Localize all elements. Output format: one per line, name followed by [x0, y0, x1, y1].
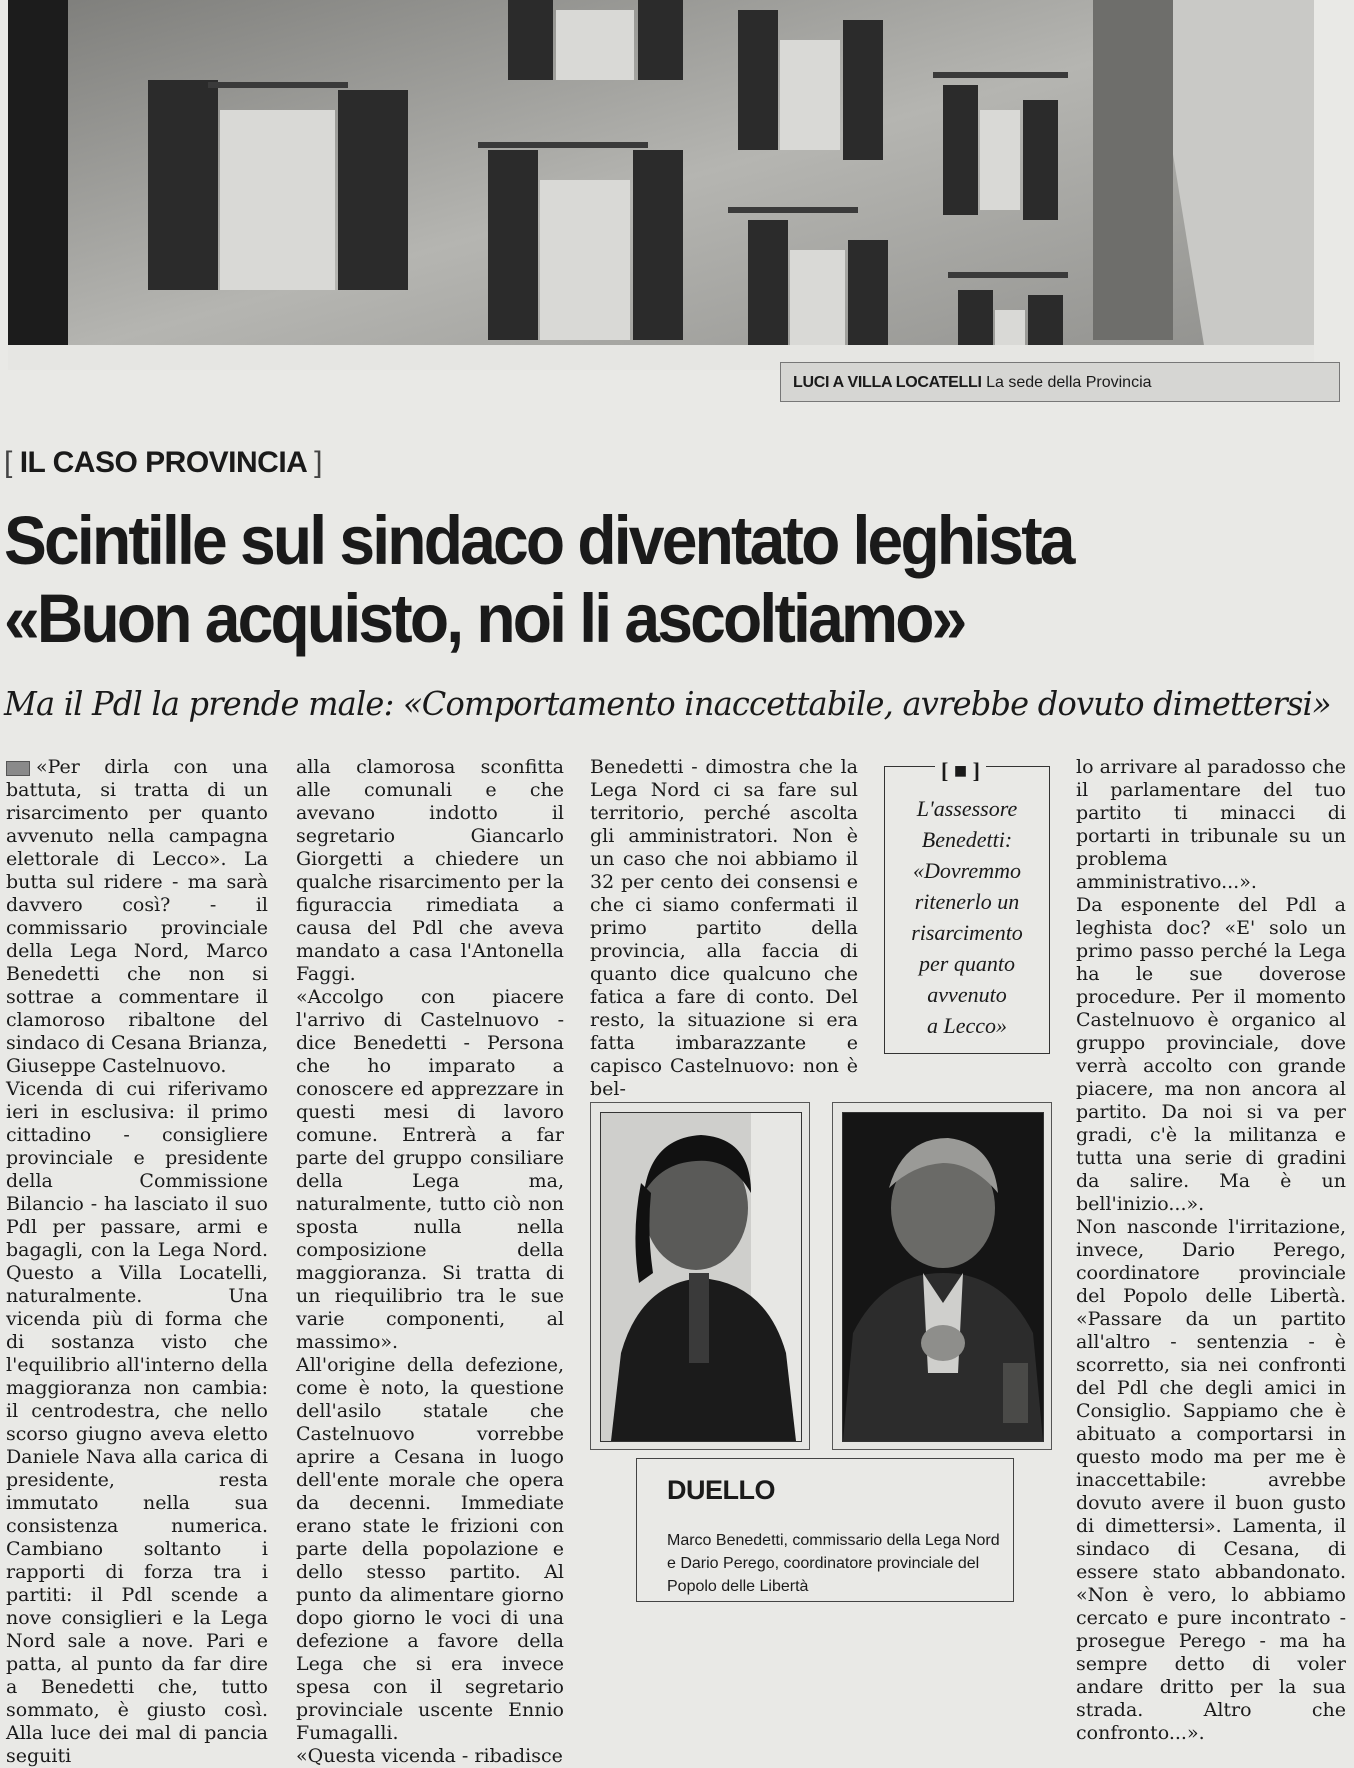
paragraph: Vicenda di cui riferivamo ieri in esclusiva: il primo cittadino - consigliere provinciale e presidente della Commissione Bilancio - ha lasciato il suo Pdl per passare, armi e bagagli, con la Lega Nord. Questo a Villa Locatelli, naturalmente. Una vicenda più di forma che di sostanza visto che l'equilibrio all'interno della maggioranza non cambia: il centrodestra, che nello scorso giugno aveva eletto Daniele Nava alla carica di presidente, resta immutato nella sua consistenza numerica. Cambiano soltanto i rapporti di forza tra i partiti: il Pdl scende a nove consiglieri e la Lega Nord sale a nove. Pari e patta, al punto da far dire a Benedetti che, tutto sommato, è giusto così. Alla luce dei mal di pancia seguiti	[6, 1078, 268, 1767]
paragraph	[6, 756, 268, 1078]
headline-line-2: «Buon acquisto, noi li ascoltiamo»	[4, 580, 965, 657]
section-bullet-icon	[6, 761, 30, 776]
paragraph-text: «Per dirla con una battuta, si tratta di un risarcimento per quanto avvenuto nella campagna elettorale di Lecco». La butta sul ridere - ma sarà davvero così? - il commissario provinciale della Lega Nord, Marco Benedetti che non si sottrae a commentare il clamoroso ribaltone del sindaco di Cesana Brianza, Giuseppe Castelnuovo.	[6, 756, 268, 1077]
duel-title: DUELLO	[667, 1475, 775, 1505]
paragraph: Da esponente del Pdl a leghista doc? «E' solo un primo passo perché la Lega ha le sue doverose procedure. Per il momento Castelnuovo è organico al gruppo provinciale, dove verrà accolto con grande piacere, ma non ancora al partito. Da noi si va per gradi, c'è la militanza e tutta una serie di gradini da salire. Ma è un bell'inizio...».	[1076, 894, 1346, 1215]
paragraph: All'origine della defezione, come è noto, la questione dell'asilo statale che Castelnuovo vorrebbe aprire a Cesana in luogo dell'ente morale che opera da decenni. Immediate erano state le frizioni con parte della popolazione e dello stesso partito. Al punto da alimentare giorno dopo giorno le voci di una defezione a favore della Lega che si era invece spesa con il segretario provinciale uscente Ennio Fumagalli.	[296, 1354, 564, 1744]
subheadline: Ma il Pdl la prende male: «Comportamento inaccettabile, avrebbe dovuto dimettersi»	[4, 684, 1331, 723]
duel-caption: Marco Benedetti, commissario della Lega Nord e Dario Perego, coordinatore provinciale del Popolo delle Libertà	[667, 1532, 1000, 1595]
headline	[4, 502, 1260, 658]
portrait-perego	[842, 1112, 1044, 1442]
pull-quote-line: Benedetti:	[921, 827, 1013, 852]
article-column-3	[590, 756, 858, 1101]
article-column-1	[6, 756, 268, 1768]
pull-quote-line: ritenerlo un	[914, 889, 1020, 914]
paragraph: lo arrivare al paradosso che il parlamentare del tuo partito ti minacci di portarti in tribunale su un problema amministrativo...».	[1076, 756, 1346, 893]
paragraph: «Accolgo con piacere l'arrivo di Castelnuovo - dice Benedetti - Persona che ho imparato a conoscere ed apprezzare in questi mesi di lavoro comune. Entrerà a far parte del gruppo consiliare della Lega ma, naturalmente, tutto ciò non sposta nulla nella composizione della maggioranza. Si tratta di un riequilibrio tra le sue varie componenti, al massimo».	[296, 986, 564, 1353]
pull-quote-line: «Dovremmo	[913, 858, 1021, 883]
pull-quote-line: per quanto	[919, 951, 1015, 976]
duel-caption-box	[636, 1458, 1014, 1602]
kicker-label: IL CASO PROVINCIA	[19, 446, 307, 479]
pull-quote-box	[884, 758, 1050, 1054]
portrait-benedetti	[600, 1112, 802, 1442]
pull-quote-line: a Lecco»	[926, 1013, 1008, 1038]
paragraph: Non nasconde l'irritazione, invece, Dario Perego, coordinatore provinciale del Popolo delle Libertà. «Passare da un partito all'altro - sentenzia - è scorretto, sia nei confronti del Pdl che degli amici in Consiglio. Sappiamo che è abituato a comportarsi in questo modo ma per me è inaccettabile: avrebbe dovuto avere il buon gusto di dimettersi». Lamenta, il sindaco di Cesana, di essere stato abbandonato. «Non è vero, lo abbiamo cercato e pure incontrato - prosegue Perego - ma ha sempre detto di voler andare dritto per la sua strada. Altro che confronto...».	[1076, 1216, 1346, 1744]
kicker-open-bracket: [	[4, 446, 12, 479]
section-kicker	[4, 446, 322, 480]
photo-caption	[780, 362, 1340, 402]
article-column-2	[296, 756, 564, 1768]
photo-caption-bold: LUCI A VILLA LOCATELLI	[793, 374, 982, 391]
pull-quote-line: avvenuto	[927, 982, 1007, 1007]
paragraph: «Questa vicenda - ribadisce	[296, 1745, 563, 1767]
paragraph: alla clamorosa sconfitta alle comunali e che avevano indotto il segretario Giancarlo Giorgetti a chiedere un qualche risarcimento per la figuraccia rimediata a causa del Pdl che aveva mandato a casa l'Antonella Faggi.	[296, 756, 564, 985]
building-photo	[8, 0, 1314, 370]
paragraph: Benedetti - dimostra che la Lega Nord ci sa fare sul territorio, perché ascolta gli amministratori. Non è un caso che noi abbiamo il 32 per cento dei consensi e che ci siamo confermati il primo partito della provincia, alla faccia di quanto dice qualcuno che fatica a fare di conto. Del resto, la situazione si era fatta imbarazzante e capisco Castelnuovo: non è bel-	[590, 756, 858, 1100]
photo-caption-text: La sede della Provincia	[986, 374, 1152, 391]
pull-quote-line: L'assessore	[916, 796, 1018, 821]
article-column-4	[1076, 756, 1346, 1745]
pull-quote-mark: [ ■ ]	[935, 755, 986, 786]
kicker-close-bracket: ]	[314, 446, 322, 479]
pull-quote-line: risarcimento	[911, 920, 1023, 945]
headline-line-1: Scintille sul sindaco diventato leghista	[4, 502, 1073, 579]
